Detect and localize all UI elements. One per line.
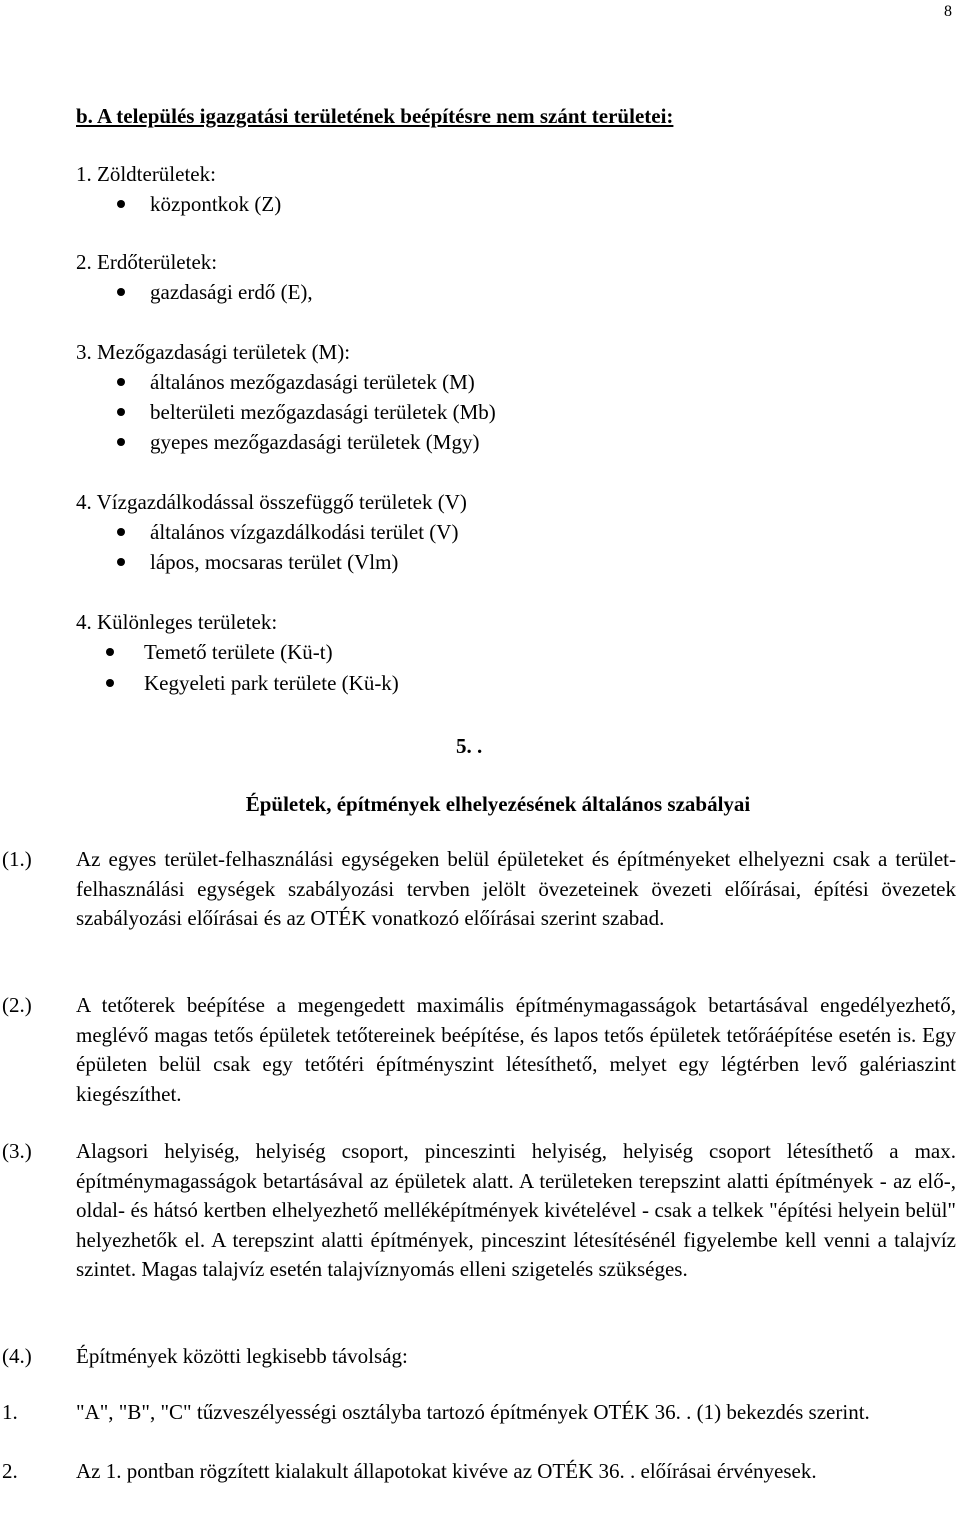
bullet-icon bbox=[106, 648, 114, 656]
paragraph-label: (3.) bbox=[2, 1139, 32, 1163]
list-item: gyepes mezőgazdasági területek (Mgy) bbox=[150, 430, 480, 454]
section-number: 5. . bbox=[456, 734, 483, 758]
group-title: 3. Mezőgazdasági területek (M): bbox=[76, 340, 351, 364]
page-number: 8 bbox=[944, 3, 952, 20]
bullet-icon bbox=[117, 200, 125, 208]
paragraph-label: (2.) bbox=[2, 993, 32, 1017]
list-item: "A", "B", "C" tűzveszélyességi osztályba tartozó építmények OTÉK 36. . (1) bekezdés szerint. bbox=[76, 1400, 870, 1424]
list-item: általános vízgazdálkodási terület (V) bbox=[150, 520, 459, 544]
bullet-icon bbox=[117, 408, 125, 416]
item-label: 2. bbox=[2, 1459, 18, 1483]
paragraph: A tetőterek beépítése a megengedett maximális építménymagasságok betartásával engedélyezhető, meglévő magas tetős épületek tetőtereinek beépítése, és lapos tetős épületek tetőráépítése esetén is. Egy épületen belül csak egy tetőtéri építményszint létesíthető, melyet egy légtérben levő galériaszint kiegészíthet. bbox=[76, 993, 956, 1106]
paragraph-label: (1.) bbox=[2, 847, 32, 871]
list-item: általános mezőgazdasági területek (M) bbox=[150, 370, 475, 394]
paragraph: Az egyes terület-felhasználási egységeken belül épületeket és építményeket elhelyezni csak a terület-felhasználási egységek szabályozási tervben jelölt övezeteinek övezeti előírásai, építési övezetek szabályozási előírásai és az OTÉK vonatkozó előírásai szerint szabad. bbox=[76, 847, 956, 930]
list-item: lápos, mocsaras terület (Vlm) bbox=[150, 550, 399, 574]
paragraph-label: (4.) bbox=[2, 1344, 32, 1368]
list-item: Kegyeleti park területe (Kü-k) bbox=[144, 671, 399, 695]
list-item: belterületi mezőgazdasági területek (Mb) bbox=[150, 400, 496, 424]
bullet-icon bbox=[117, 378, 125, 386]
paragraph: Építmények közötti legkisebb távolság: bbox=[76, 1344, 408, 1368]
group-title: 1. Zöldterületek: bbox=[76, 162, 216, 186]
paragraph: Alagsori helyiség, helyiség csoport, pinceszinti helyiség, helyiség csoport létesíthető a max. építménymagasságok betartásával az épületek alatt. A területeken terepszint alatti építmények - az elő-, oldal- és hátsó kertben elhelyezhető melléképítmények kivételével - csak a telkek "építési helyein belül" helyezhetők el. A terepszint alatti építmények, pinceszint létesítésénél figyelembe kell venni a talajvíz szintet. Magas talajvíz esetén talajvíznyomás elleni szigetelés szükséges. bbox=[76, 1139, 956, 1281]
bullet-icon bbox=[117, 558, 125, 566]
item-label: 1. bbox=[2, 1400, 18, 1424]
group-title: 4. Vízgazdálkodással összefüggő területek (V) bbox=[76, 490, 467, 514]
group-title: 2. Erdőterületek: bbox=[76, 250, 218, 274]
bullet-icon bbox=[117, 438, 125, 446]
bullet-icon bbox=[117, 288, 125, 296]
section-title: Épületek, építmények elhelyezésének általános szabályai bbox=[245, 792, 751, 816]
list-item: gazdasági erdő (E), bbox=[150, 280, 313, 304]
section-heading: b. A település igazgatási területének beépítésre nem szánt területei: bbox=[76, 104, 674, 128]
list-item: központkok (Z) bbox=[150, 192, 282, 216]
list-item: Temető területe (Kü-t) bbox=[144, 640, 333, 664]
group-title: 4. Különleges területek: bbox=[76, 610, 278, 634]
bullet-icon bbox=[117, 528, 125, 536]
list-item: Az 1. pontban rögzített kialakult állapotokat kivéve az OTÉK 36. . előírásai érvényesek. bbox=[76, 1459, 817, 1483]
bullet-icon bbox=[106, 679, 114, 687]
